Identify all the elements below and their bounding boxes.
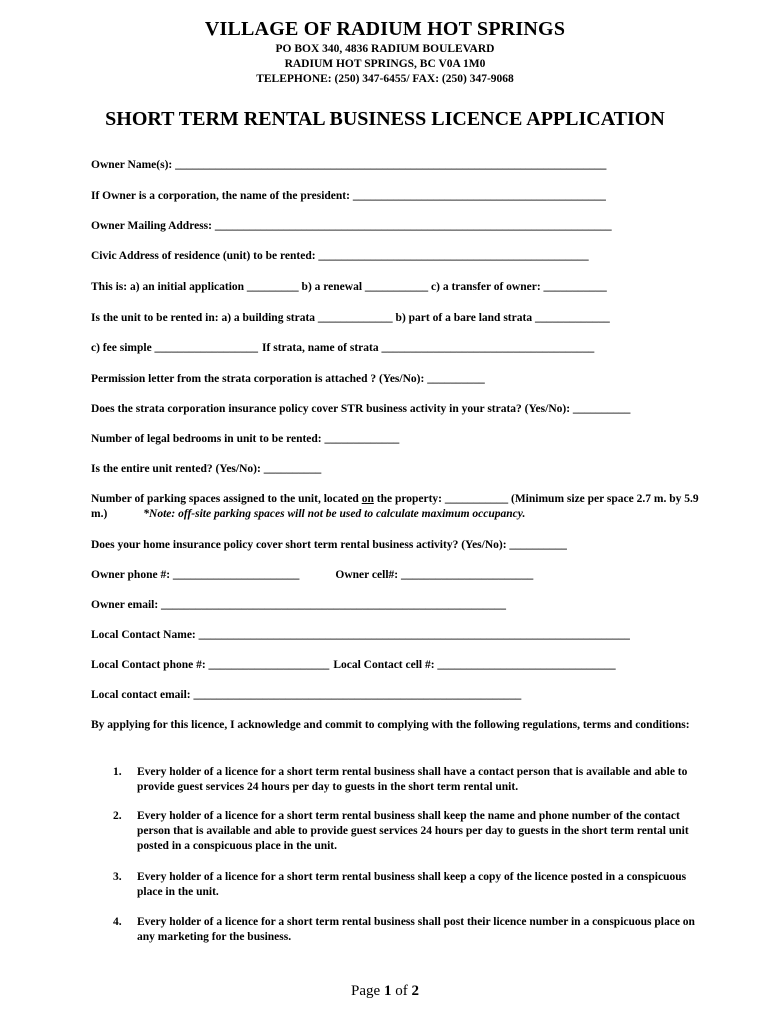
civic-address-field[interactable]: Civic Address of residence (unit) to be rented: _______________________________________________ bbox=[91, 250, 589, 262]
document-title: SHORT TERM RENTAL BUSINESS LICENCE APPLICATION bbox=[105, 108, 665, 130]
parking-field[interactable] bbox=[91, 492, 710, 522]
condition-text: Every holder of a licence for a short term rental business shall have a contact person that is available and able to provide guest services 24 hours per day to guests in the short term rental unit. bbox=[137, 766, 688, 793]
fee-simple-row bbox=[91, 341, 710, 356]
application-type-field[interactable]: This is: a) an initial application _________ b) a renewal ___________ c) a transfer of owner: ___________ bbox=[91, 281, 607, 293]
home-insurance-field[interactable]: Does your home insurance policy cover short term rental business activity? (Yes/No): __________ bbox=[91, 539, 567, 551]
strata-insurance-field[interactable]: Does the strata corporation insurance policy cover STR business activity in your strata? (Yes/No): __________ bbox=[91, 403, 631, 415]
owner-phone-field[interactable]: Owner phone #: ______________________ bbox=[91, 569, 300, 581]
condition-text: Every holder of a licence for a short term rental business shall keep the name and phone number of the contact person that is available and able to provide guest services 24 hours per day to guests in the short term rental unit posted in a conspicuous place in the unit. bbox=[137, 810, 689, 852]
fee-simple-field[interactable]: c) fee simple __________________ bbox=[91, 342, 259, 354]
owner-cell-field[interactable]: Owner cell#: _______________________ bbox=[335, 569, 534, 581]
acknowledgement-text: By applying for this licence, I acknowledge and commit to complying with the following regulations, terms and conditions: bbox=[91, 719, 690, 731]
condition-item bbox=[91, 809, 706, 854]
strata-name-field[interactable]: If strata, name of strata _____________________________________ bbox=[262, 342, 595, 354]
condition-item bbox=[91, 870, 706, 900]
strata-type-field[interactable]: Is the unit to be rented in: a) a building strata _____________ b) part of a bare land strata _____________ bbox=[91, 312, 610, 324]
condition-text: Every holder of a licence for a short term rental business shall post their licence number in a conspicuous place on any marketing for the business. bbox=[137, 916, 695, 943]
page-number bbox=[0, 983, 770, 1000]
local-email-field[interactable]: Local contact email: _________________________________________________________ bbox=[91, 689, 522, 701]
mailing-address-field[interactable]: Owner Mailing Address: _____________________________________________________________________ bbox=[91, 220, 612, 232]
president-field[interactable]: If Owner is a corporation, the name of the president: ____________________________________________ bbox=[91, 190, 606, 202]
current-page: 1 bbox=[383, 983, 392, 999]
of-word: of bbox=[395, 983, 408, 999]
parking-on-word: on bbox=[361, 493, 374, 505]
bedrooms-field[interactable]: Number of legal bedrooms in unit to be rented: _____________ bbox=[91, 433, 400, 445]
parking-note: *Note: off-site parking spaces will not be used to calculate maximum occupancy. bbox=[143, 508, 526, 520]
parking-text-a: Number of parking spaces assigned to the unit, located bbox=[91, 493, 362, 505]
total-pages: 2 bbox=[411, 983, 419, 999]
parking-text-b: the property: ___________ (Minimum size per space 2.7 m. by 5.9 m.) bbox=[91, 493, 699, 520]
condition-item bbox=[91, 765, 706, 795]
address-line-1: PO BOX 340, 4836 RADIUM BOULEVARD bbox=[275, 43, 495, 55]
owner-phone-row bbox=[91, 568, 710, 583]
entire-unit-field[interactable]: Is the entire unit rented? (Yes/No): __________ bbox=[91, 463, 322, 475]
condition-number: 1. bbox=[113, 766, 122, 778]
condition-number: 3. bbox=[113, 871, 122, 883]
address-line-2: RADIUM HOT SPRINGS, BC V0A 1M0 bbox=[284, 58, 486, 70]
condition-item bbox=[91, 915, 706, 945]
owner-names-field[interactable]: Owner Name(s): ___________________________________________________________________________ bbox=[91, 159, 607, 171]
org-title: VILLAGE OF RADIUM HOT SPRINGS bbox=[204, 18, 566, 40]
local-cell-field[interactable]: Local Contact cell #: _______________________________ bbox=[333, 659, 616, 671]
phone-line: TELEPHONE: (250) 347-6455/ FAX: (250) 347-9068 bbox=[256, 73, 514, 85]
permission-letter-field[interactable]: Permission letter from the strata corporation is attached ? (Yes/No): __________ bbox=[91, 373, 485, 385]
local-phone-row bbox=[91, 658, 710, 673]
condition-number: 4. bbox=[113, 916, 122, 928]
local-contact-name-field[interactable]: Local Contact Name: ___________________________________________________________________________ bbox=[91, 629, 630, 641]
condition-text: Every holder of a licence for a short term rental business shall keep a copy of the licence posted in a conspicuous place in the unit. bbox=[137, 871, 687, 898]
owner-email-field[interactable]: Owner email: ____________________________________________________________ bbox=[91, 599, 507, 611]
local-phone-field[interactable]: Local Contact phone #: _____________________ bbox=[91, 659, 330, 671]
condition-number: 2. bbox=[113, 810, 122, 822]
page-word: Page bbox=[351, 983, 381, 999]
